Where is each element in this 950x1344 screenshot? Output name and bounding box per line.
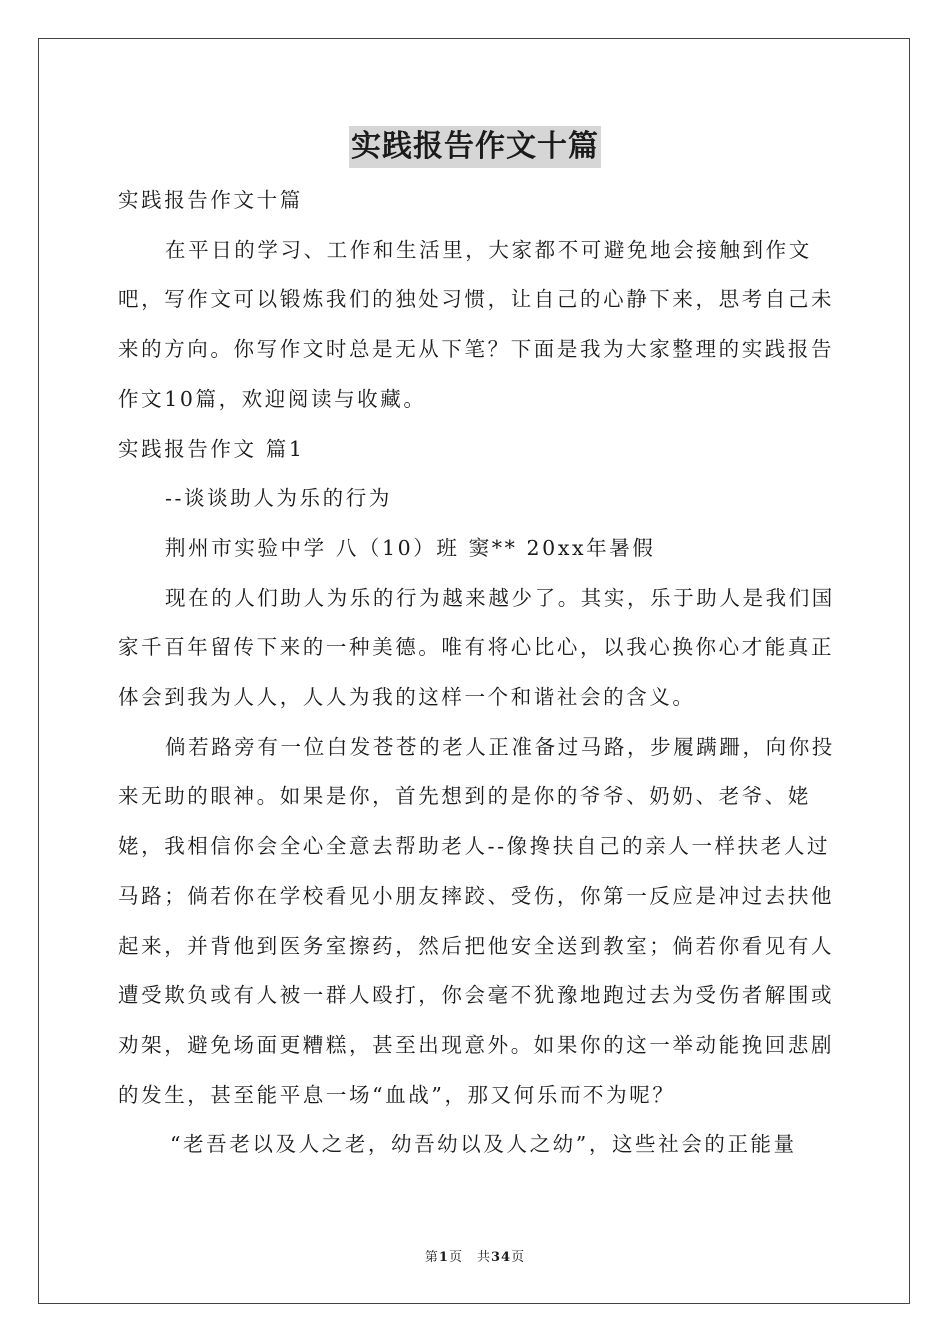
page-footer (0, 1246, 950, 1265)
page-total: 34 (490, 1250, 512, 1265)
page-current: 1 (438, 1250, 449, 1265)
author-line: 荆州市实验中学 八（10）班 窦** 20xx年暑假 (165, 535, 656, 560)
body-paragraph: 倘若路旁有一位白发苍苍的老人正准备过马路，步履蹒跚，向你投来无助的眼神。如果是你，首先想到的是你的爷爷、奶奶、老爷、姥姥，我相信你会全心全意去帮助老人--像搀扶自己的亲人一样扶老人过马路；倘若你在学校看见小朋友摔跤、受伤，你第一反应是冲过去扶他起来，并背他到医务室擦药，然后把他安全送到教室；倘若你看见有人遭受欺负或有人被一群人殴打，你会毫不犹豫地跑过去为受伤者解围或劝架，避免场面更糟糕，甚至出现意外。如果你的这一举动能挽回悲剧的发生，甚至能平息一场“血战”，那又何乐而不为呢？ (118, 734, 835, 1107)
subtitle-line: 实践报告作文十篇 (118, 188, 303, 212)
page-mid: 页 共 (448, 1250, 491, 1265)
title-container (0, 126, 950, 168)
body-paragraph: “老吾老以及人之老，幼吾幼以及人之幼”，这些社会的正能量 (170, 1132, 797, 1157)
page-suffix: 页 (511, 1250, 526, 1265)
document-body (118, 176, 838, 1170)
document-title: 实践报告作文十篇 (349, 126, 601, 168)
section-subtitle: --谈谈助人为乐的行为 (165, 486, 392, 511)
body-paragraph: 现在的人们助人为乐的行为越来越少了。其实，乐于助人是我们国家千百年留传下来的一种美德。唯有将心比心，以我心换你心才能真正体会到我为人人，人人为我的这样一个和谐社会的含义。 (118, 585, 835, 710)
section-heading: 实践报告作文 篇1 (118, 436, 305, 461)
intro-paragraph: 在平日的学习、工作和生活里，大家都不可避免地会接触到作文吧，写作文可以锻炼我们的独处习惯，让自己的心静下来，思考自己未来的方向。你写作文时总是无从下笔？下面是我为大家整理的实践报告作文10篇，欢迎阅读与收藏。 (118, 237, 835, 411)
page-prefix: 第 (424, 1250, 439, 1265)
